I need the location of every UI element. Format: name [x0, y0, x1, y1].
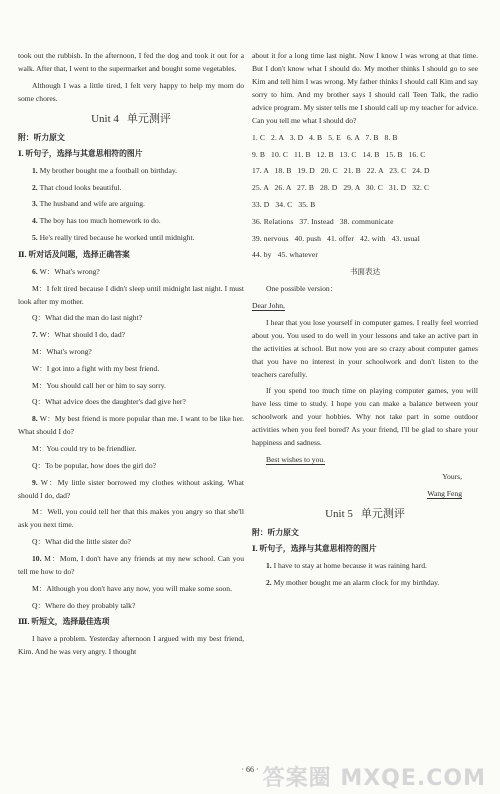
- dialogue-line: [18, 476, 244, 502]
- dialogue-line: [18, 328, 244, 341]
- answer-row: 36. Relations 37. Instead 38. communicate: [252, 216, 394, 226]
- answer-row: 17. A 18. B 19. D 20. C 21. B 22. A 23. C 24. D: [252, 166, 430, 176]
- item-text: M：I felt tired because I didn't sleep until midnight last night. I must look after my mother.: [18, 283, 244, 306]
- unit4-title: 单元测评: [126, 112, 171, 125]
- page-number: · 66 ·: [241, 765, 259, 774]
- salutation: Dear John,: [252, 300, 285, 310]
- item-text: Q：What did the little sister do?: [32, 537, 131, 547]
- item-text: W：My little sister borrowed my clothes without asking. What should I do, dad?: [18, 477, 245, 500]
- list-item: [18, 197, 244, 210]
- unit5-title: 单元测评: [360, 507, 405, 520]
- list-item: [252, 576, 478, 589]
- item-text: M：What's wrong?: [32, 346, 92, 356]
- dialogue-line: [18, 552, 244, 578]
- intro-paragraph: took out the rubbish. In the afternoon, I fed the dog and took it out for a walk. After that, I went to the supermarket and bought some vegetables.: [18, 51, 244, 73]
- answer-row: 25. A 26. A 27. B 28. D 29. A 30. C 31. D 32. C: [252, 183, 430, 193]
- dialogue-line: [18, 442, 244, 455]
- section1-label: Ⅰ. 听句子，选择与其意思相符的图片: [18, 148, 143, 158]
- item-text: Q：What did the man do last night?: [32, 313, 143, 323]
- item-text: Q：What advice does the daughter's dad give her?: [32, 397, 186, 407]
- item-number: 2.: [266, 577, 274, 587]
- section1-label: Ⅰ. 听句子，选择与其意思相符的图片: [252, 543, 377, 553]
- dialogue-list: [18, 265, 244, 612]
- right-column: [252, 49, 478, 592]
- intro-paragraph: Although I was a little tired, I felt very happy to help my mom do some chores.: [18, 80, 244, 103]
- dialogue-line: [18, 395, 244, 408]
- item-text: W：I got into a fight with my best friend.: [32, 363, 160, 373]
- item-text: M：You could try to be friendlier.: [32, 443, 137, 453]
- dialogue-line: [18, 282, 244, 308]
- item-number: 10.: [32, 553, 45, 563]
- item-text: M：Well, you could tell her that this makes you angry so that she'll ask you next time.: [18, 507, 244, 530]
- answer-key: [252, 131, 478, 262]
- unit4-heading: [18, 111, 244, 127]
- item-number: 6.: [32, 266, 40, 276]
- item-number: 3.: [32, 199, 40, 209]
- item-text: The boy has too much homework to do.: [39, 216, 161, 226]
- unit5-number: Unit 5: [325, 507, 353, 520]
- item-text: He's really tired because he worked until midnight.: [39, 232, 195, 242]
- dialogue-line: [18, 345, 244, 358]
- answer-row: 9. B 10. C 11. B 12. B 13. C 14. B 15. B 16. C: [252, 149, 426, 159]
- writing-label: 书面表达: [349, 267, 381, 277]
- item-text: I have to stay at home because it was raining hard.: [273, 560, 427, 570]
- letter-paragraph: If you spend too much time on playing computer games, you will have less time to study. I hope you can make a balance between your schoolwork and your hobbies. Why not take part in some outdoor activities when you feel bored? As your friend, I'll be glad to share your happiness and sadness.: [252, 386, 478, 448]
- item-text: The husband and wife are arguing.: [39, 199, 145, 209]
- unit5-heading: [252, 506, 478, 522]
- watermark-logo: 答案圈 MXQE.COM: [262, 766, 486, 791]
- dialogue-line: [18, 379, 244, 392]
- item-text: W：My best friend is more popular than me. I want to be like her. What should I do?: [18, 414, 244, 437]
- answer-row: 44. by 45. whatever: [252, 250, 318, 260]
- unit4-number: Unit 4: [91, 112, 119, 125]
- closing: Best wishes to you.: [266, 455, 326, 465]
- list-item: [18, 214, 244, 227]
- item-text: Q：To be popular, how does the girl do?: [32, 460, 157, 470]
- list-item: [18, 181, 244, 194]
- dialogue-line: [18, 265, 244, 278]
- item-number: 7.: [32, 330, 40, 340]
- section1-list: [18, 164, 244, 244]
- left-intro: [18, 49, 244, 105]
- dialogue-line: [18, 311, 244, 324]
- item-number: 5.: [32, 232, 40, 242]
- section3-text: I have a problem. Yesterday afternoon I argued with my best friend, Kim. And he was very angry. I thought: [18, 634, 244, 657]
- dialogue-line: [18, 535, 244, 548]
- item-number: 1.: [266, 560, 274, 570]
- item-text: My brother bought me a football on birthday.: [39, 165, 178, 175]
- left-column: [18, 49, 244, 662]
- sample-label: One possible version：: [266, 283, 338, 293]
- dialogue-line: [18, 412, 244, 438]
- item-text: That cloud looks beautiful.: [39, 182, 122, 192]
- unit5-section1-list: [252, 559, 478, 589]
- item-text: My mother bought me an alarm clock for my birthday.: [273, 577, 440, 587]
- answer-row: 33. D 34. C 35. B: [252, 199, 316, 209]
- list-item: [18, 231, 244, 244]
- answer-row: 39. nervous 40. push 41. offer 42. with 43. usual: [252, 233, 420, 243]
- item-number: 2.: [32, 182, 40, 192]
- list-item: [18, 164, 244, 177]
- item-number: 9.: [32, 477, 41, 487]
- answer-row: 1. C 2. A 3. D 4. B 5. E 6. A 7. B 8. B: [252, 132, 398, 142]
- signature: Wang Feng: [427, 488, 462, 498]
- dialogue-line: [18, 459, 244, 472]
- item-text: W：What's wrong?: [39, 266, 100, 276]
- letter-paragraph: I hear that you lose yourself in computer games. I really feel worried about you. You used to do well in your lessons and take an active part in the activities at school. But now you are so crazy about computer games that you have no interest in your schoolwork and don't listen to the teachers carefully.: [252, 317, 478, 379]
- item-text: Q：Where do they probably talk?: [32, 600, 136, 610]
- item-number: 1.: [32, 165, 40, 175]
- item-text: M：Mom, I don't have any friends at my new school. Can you tell me how to do?: [18, 553, 244, 576]
- list-item: [252, 559, 478, 572]
- section3-label: Ⅲ. 听短文，选择最佳选项: [18, 617, 110, 627]
- item-number: 8.: [32, 414, 40, 424]
- section2-label: Ⅱ. 听对话及问题，选择正确答案: [18, 249, 130, 259]
- appendix-label: 附：听力原文: [252, 527, 299, 537]
- dialogue-line: [18, 362, 244, 375]
- item-number: 4.: [32, 216, 40, 226]
- appendix-label: 附：听力原文: [18, 132, 65, 142]
- dialogue-line: [18, 582, 244, 595]
- dialogue-line: [18, 505, 244, 531]
- item-text: M：You should call her or him to say sorry.: [32, 380, 166, 390]
- sign-off: Yours,: [442, 471, 462, 481]
- passage-paragraph: about it for a long time last night. Now I know I was wrong at that time. But I don't know what I should do. My mother thinks I should go to see Kim and tell him I was wrong. My father thinks I should call Kim and say sorry to him. And my brother says I should call Teen Talk, the radio advice program. My sister tells me I should call up my teacher for advice. Can you tell me what I should do?: [252, 51, 478, 125]
- item-text: M：Although you don't have any now, you will make some soon.: [32, 583, 232, 593]
- dialogue-line: [18, 599, 244, 612]
- item-text: W：What should I do, dad?: [39, 330, 126, 340]
